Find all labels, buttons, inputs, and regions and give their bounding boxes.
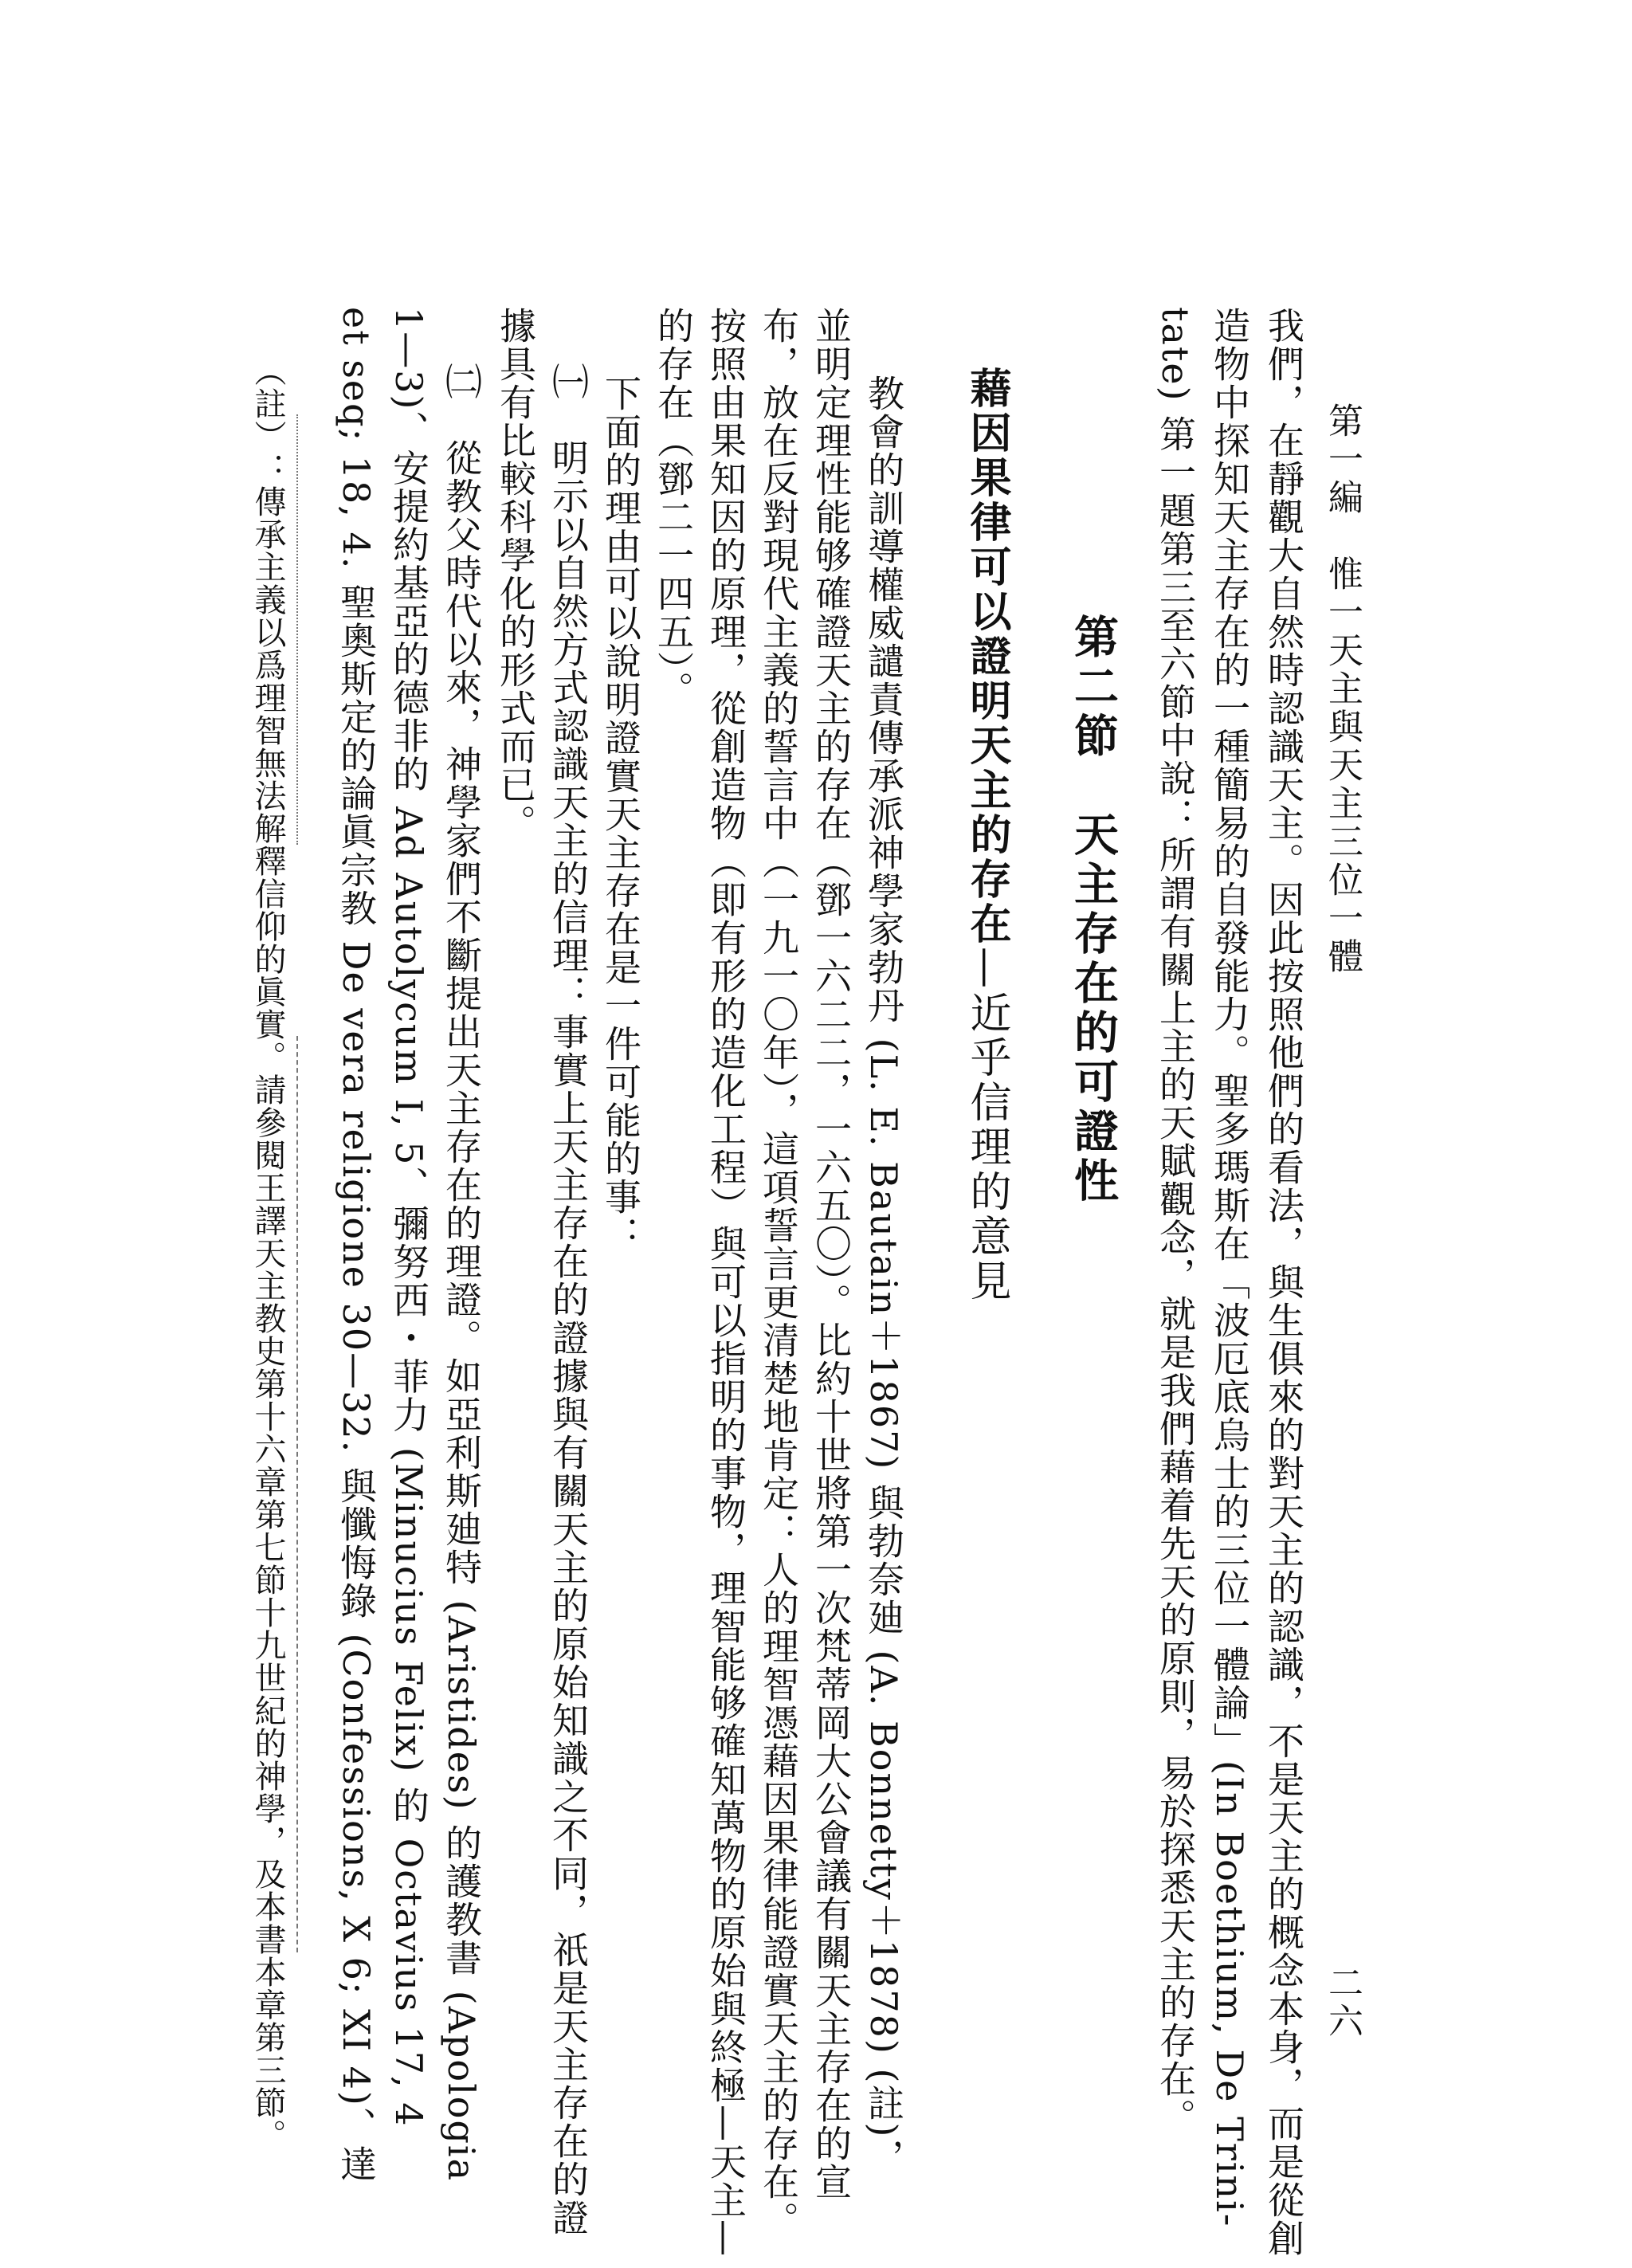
paragraph-2-line-1: 教會的訓導權威譴責傳承派神學家勃丹 (L. E. Bautain＋1867) 與勃奈廸 (A. Bonnetty＋1878) (註)，: [862, 375, 905, 2177]
thesis-bold: 藉因果律可以證明天主的存在: [963, 367, 1011, 947]
item-1-line-1: ㈠ 明示以自然方式認識天主的信理：事實上天主存在的證據與有關天主的原始知識之不同，祇是天主存在的證: [547, 363, 590, 2237]
footnote-rule-wavy: [296, 1036, 298, 1952]
paragraph-2-line-5: 的存在（鄧二一四五）。: [652, 307, 695, 709]
section-heading: 第二節 天主存在的可證性: [1067, 614, 1120, 1207]
page-number: 二六: [1322, 1964, 1363, 2041]
footnote-rule-dotted: [296, 414, 298, 845]
paragraph-2-line-4: 按照由果知因的原理，從創造物（即有形的造化工程）與可以指明的事物，理智能够確知萬物的原始與終極—天主—: [704, 307, 747, 2258]
footnote: （註）：傳承主義以爲理智無法解釋信仰的眞實。請參閱王譯天主教史第十六章第七節十九世紀的神學，及本書本章第三節。: [249, 355, 286, 2152]
item-2-line-1: ㈡ 從教父時代以來，神學家們不斷提出天主存在的理證。如亞利斯廸特 (Aristides) 的護教書 (Apologia: [440, 363, 483, 2183]
paragraph-1-line-2: 造物中探知天主存在的一種簡易的自發能力。聖多瑪斯在「波厄底烏士的三位一體論」(In Boethium, De Trini-: [1208, 307, 1251, 2228]
item-2-line-3: et seq; 18, 4. 聖奧斯定的論眞宗教 De vera religione 30—32. 與懺悔錄 (Confessions, X 6; XI 4)、達: [335, 307, 378, 2184]
running-head-section: 第一編 惟一天主與天主三位一體: [1322, 402, 1363, 976]
paragraph-1-line-3: tate) 第一題第三至六節中說：所謂有關上主的天賦觀念，就是我們藉着先天的原則，易於探悉天主的存在。: [1154, 307, 1197, 2137]
thesis-rest: —近乎信理的意見: [963, 947, 1010, 1304]
thesis: [963, 367, 1011, 1304]
paragraph-2-line-3: 布，放在反對現代主義的誓言中（一九一〇年），這項誓言更清楚地肯定：人的理智憑藉因果律能證實天主的存在。: [757, 307, 800, 2239]
paragraph-1-line-1: 我們，在靜觀大自然時認識天主。因此按照他們的看法，與生俱來的對天主的認識，不是天主的概念本身，而是從創: [1262, 307, 1305, 2258]
paragraph-3-line-1: 下面的理由可以說明證實天主存在是一件可能的事：: [599, 375, 642, 1254]
paragraph-2-line-2: 並明定理性能够確證天主的存在（鄧一六二二，一六五〇）。比約十世將第一次梵蒂岡大公會議有關天主存在的宣: [810, 307, 853, 2201]
item-1-line-2: 據具有比較科學化的形式而已。: [494, 307, 537, 842]
item-2-line-2: 1—3)、安提約基亞的德非的 Ad Autolycum I, 5、彌努西・菲力 (Minucius Felix) 的 Octavius 17, 4: [387, 307, 430, 2128]
